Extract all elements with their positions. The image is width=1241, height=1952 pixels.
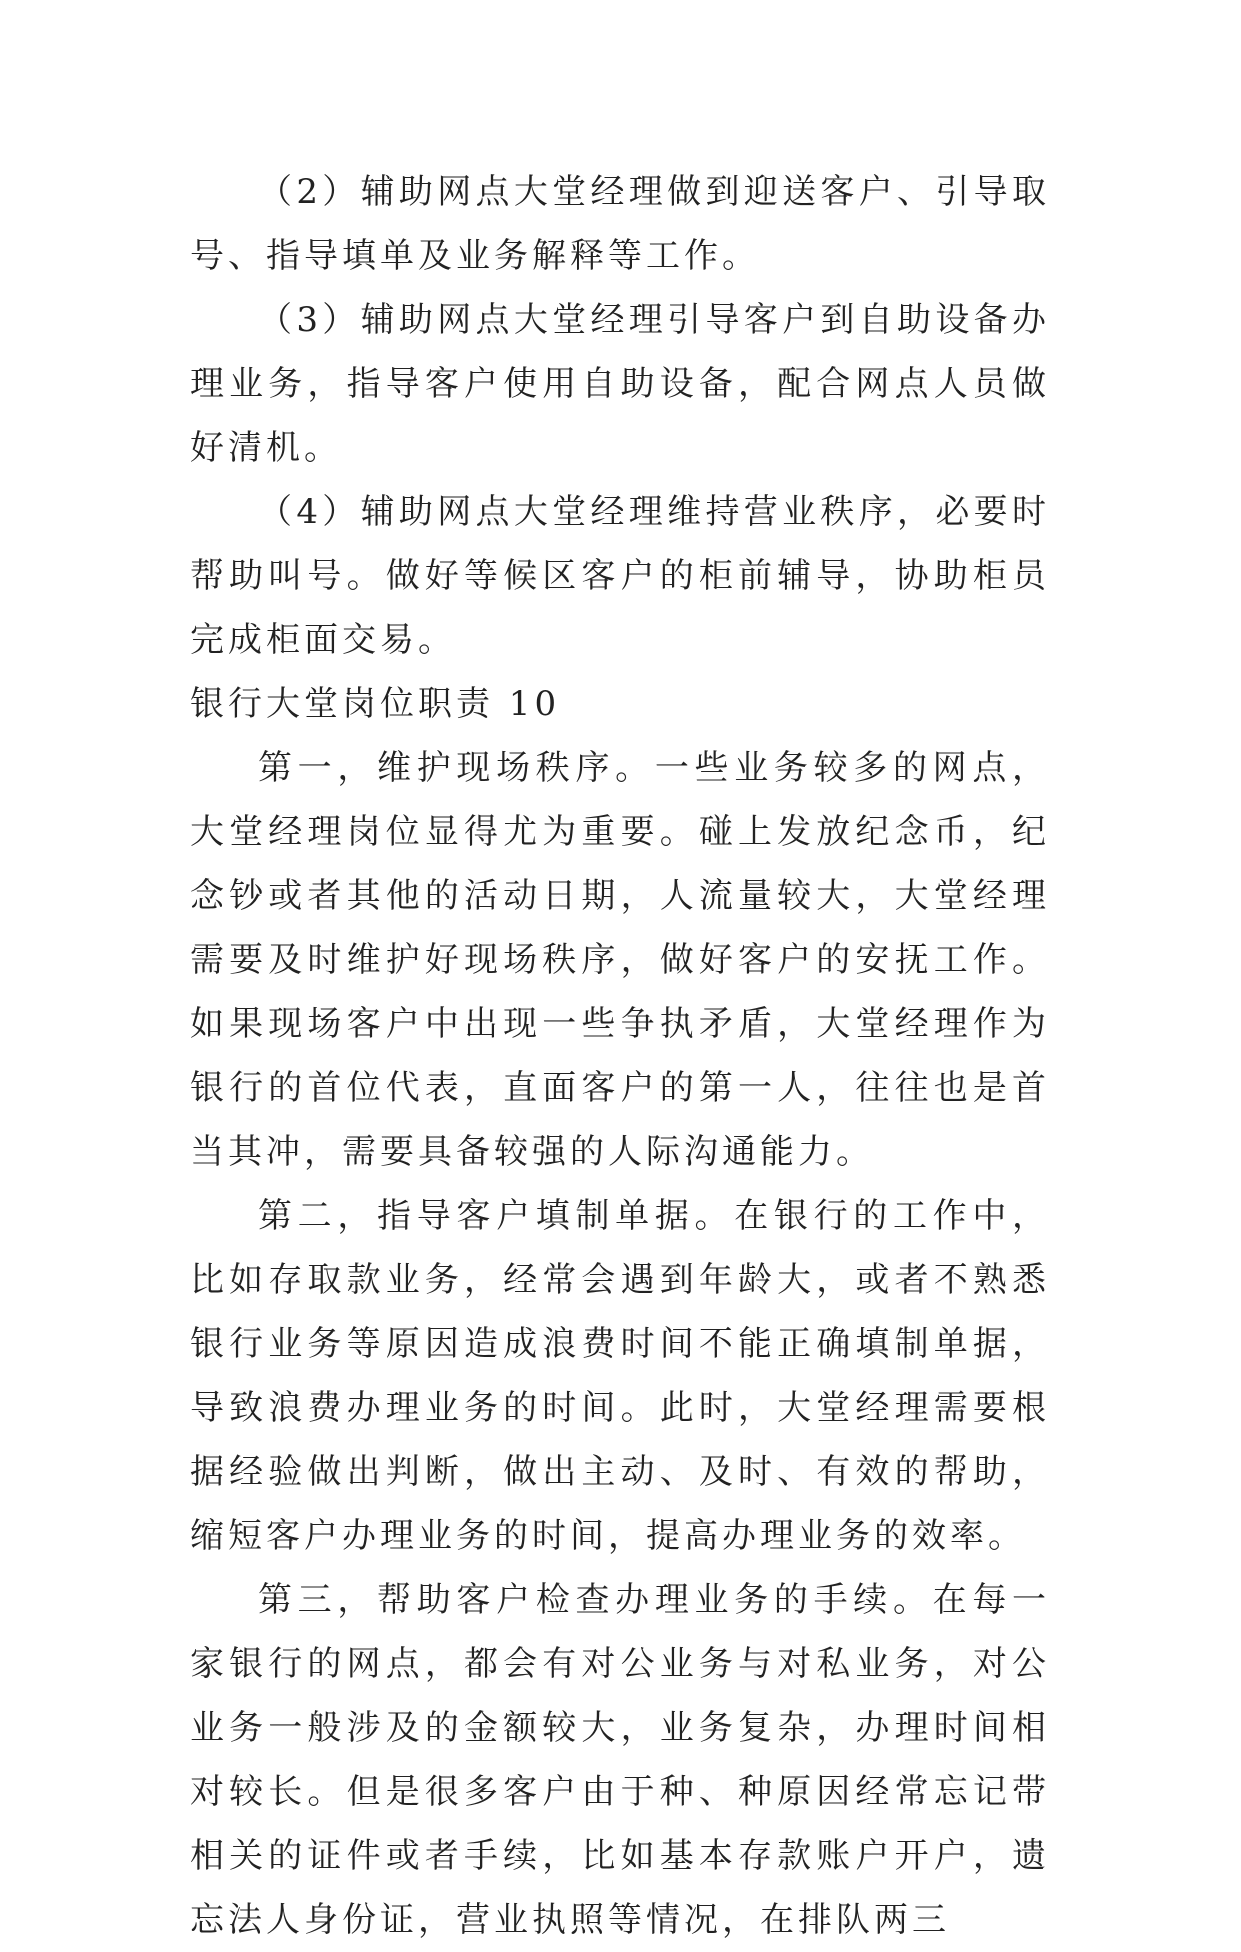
- paragraph-first: 第一，维护现场秩序。一些业务较多的网点，大堂经理岗位显得尤为重要。碰上发放纪念币，纪念钞或者其他的活动日期，人流量较大，大堂经理需要及时维护好现场秩序，做好客户的安抚工作。如果现场客户中出现一些争执矛盾，大堂经理作为银行的首位代表，直面客户的第一人，往往也是首当其冲，需要具备较强的人际沟通能力。: [190, 748, 1050, 1172]
- paragraph-third: 第三，帮助客户检查办理业务的手续。在每一家银行的网点，都会有对公业务与对私业务，对公业务一般涉及的金额较大，业务复杂，办理时间相对较长。但是很多客户由于种、种原因经常忘记带相关的证件或者手续，比如基本存款账户开户，遗忘法人身份证，营业执照等情况，在排队两三: [190, 1580, 1050, 1940]
- section-heading: 银行大堂岗位职责 10: [190, 684, 561, 724]
- paragraph-duty-3: （3）辅助网点大堂经理引导客户到自助设备办理业务，指导客户使用自助设备，配合网点人员做好清机。: [190, 300, 1050, 468]
- paragraph-second: 第二，指导客户填制单据。在银行的工作中，比如存取款业务，经常会遇到年龄大，或者不熟悉银行业务等原因造成浪费时间不能正确填制单据，导致浪费办理业务的时间。此时，大堂经理需要根据经验做出判断，做出主动、及时、有效的帮助，缩短客户办理业务的时间，提高办理业务的效率。: [190, 1196, 1050, 1556]
- paragraph-duty-2: （2）辅助网点大堂经理做到迎送客户、引导取号、指导填单及业务解释等工作。: [190, 172, 1050, 276]
- document-body: [190, 160, 1050, 1952]
- paragraph-duty-4: （4）辅助网点大堂经理维持营业秩序，必要时帮助叫号。做好等候区客户的柜前辅导，协助柜员完成柜面交易。: [190, 492, 1050, 660]
